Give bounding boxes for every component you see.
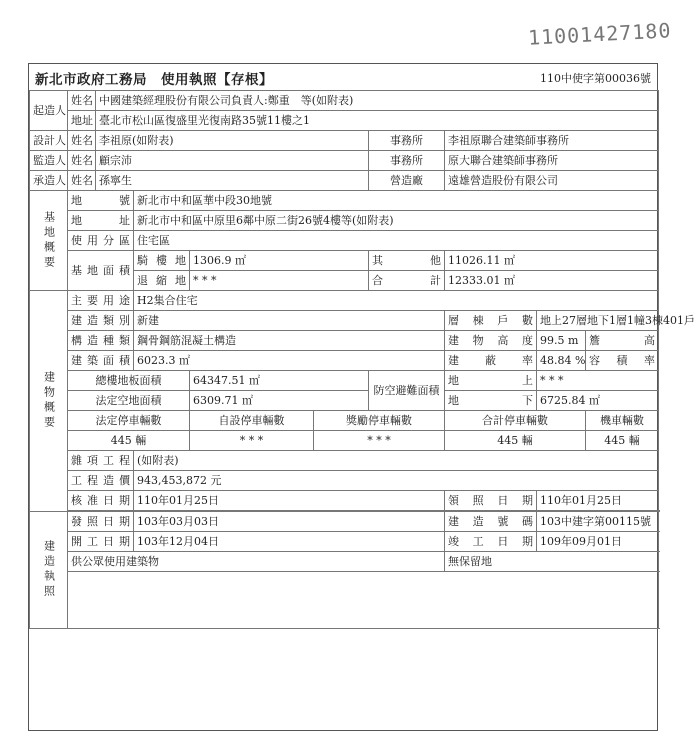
type-label: 建造類別 (68, 311, 134, 331)
supervisor-office: 原大聯合建築師事務所 (445, 151, 659, 171)
supervisor-name-label: 姓名 (68, 151, 96, 171)
contractor-name: 孫寧生 (96, 171, 369, 191)
setback-label: 退縮地 (134, 271, 190, 291)
applicant-name-label: 姓名 (68, 91, 96, 111)
use-label: 主要用途 (68, 291, 134, 311)
floors-value: 地上27層地下1層1幢3棟401戶 (537, 311, 659, 331)
end-label: 竣工日期 (445, 532, 537, 552)
shelter-label: 防空避難面積 (369, 371, 445, 411)
permit-no-value: 103中建字第00115號 (537, 512, 659, 532)
issue-label: 領照日期 (445, 491, 537, 511)
misc-label: 雜項工程 (68, 451, 134, 471)
above-value: * * * (537, 371, 659, 391)
arcade-value: 1306.9 ㎡ (190, 251, 369, 271)
applicant-addr-label: 地址 (68, 111, 96, 131)
cover-label: 建蔽率 (445, 351, 537, 371)
floor-area-label: 總樓地板面積 (68, 371, 190, 391)
below-label: 地下 (445, 391, 537, 411)
designer-name: 李祖原(如附表) (96, 131, 369, 151)
contractor-office: 遠雄營造股份有限公司 (445, 171, 659, 191)
setback-value: * * * (190, 271, 369, 291)
below-value: 6725.84 ㎡ (537, 391, 659, 411)
open-space-label: 法定空地面積 (68, 391, 190, 411)
height-label: 建物高度 (445, 331, 537, 351)
send-value: 103年03月03日 (134, 512, 445, 532)
site-area-label: 基地面積 (68, 251, 134, 291)
struct-value: 鋼骨鋼筋混凝土構造 (134, 331, 445, 351)
license-number: 110中使字第00036號 (540, 72, 651, 85)
public-building-label: 供公眾使用建築物 (68, 552, 445, 572)
parking-head-moto: 機車輛數 (586, 411, 659, 431)
contractor-label: 承造人 (30, 171, 68, 191)
barea-label: 建築面積 (68, 351, 134, 371)
parking-val-moto: 445 輛 (586, 431, 659, 451)
permit-no-label: 建造號碼 (445, 512, 537, 532)
permit-section-label: 建造執照 (30, 512, 68, 629)
parking-head-bonus: 獎勵停車輛數 (314, 411, 445, 431)
struct-label: 構造種類 (68, 331, 134, 351)
site-lot: 新北市中和區華中段30地號 (134, 191, 659, 211)
designer-office: 李祖原聯合建築師事務所 (445, 131, 659, 151)
handwritten-number: 11001427180 (527, 18, 672, 50)
open-space-value: 6309.71 ㎡ (190, 391, 369, 411)
license-table (29, 90, 695, 629)
contractor-office-label: 營造廠 (369, 171, 445, 191)
site-addr: 新北市中和區中原里6鄰中原二街26號4樓等(如附表) (134, 211, 659, 231)
other-label: 其他 (369, 251, 445, 271)
designer-office-label: 事務所 (369, 131, 445, 151)
blank-area (68, 572, 659, 629)
applicant-addr: 臺北市松山區復盛里光復南路35號11樓之1 (96, 111, 659, 131)
supervisor-name: 顧宗沛 (96, 151, 369, 171)
issue-value: 110年01月25日 (537, 491, 659, 511)
floors-label: 層棟戶數 (445, 311, 537, 331)
building-section-label: 建物概要 (30, 291, 68, 512)
parking-val-bonus: * * * (314, 431, 445, 451)
total-value: 12333.01 ㎡ (445, 271, 659, 291)
site-zone: 住宅區 (134, 231, 659, 251)
total-label: 合計 (369, 271, 445, 291)
cover-value: 48.84 % (537, 351, 586, 371)
height-value: 99.5 m (537, 331, 586, 351)
parking-head-legal: 法定停車輛數 (68, 411, 190, 431)
start-label: 開工日期 (68, 532, 134, 552)
applicant-name: 中國建築經理股份有限公司負責人:鄭重 等(如附表) (96, 91, 659, 111)
site-section-label: 基地概要 (30, 191, 68, 291)
parking-val-total: 445 輛 (445, 431, 586, 451)
cost-label: 工程造價 (68, 471, 134, 491)
no-reserve-label: 無保留地 (445, 552, 659, 572)
cost-value: 943,453,872 元 (134, 471, 659, 491)
site-zone-label: 使用分區 (68, 231, 134, 251)
end-value: 109年09月01日 (537, 532, 659, 552)
form-title: 新北市政府工務局 使用執照【存根】 (35, 72, 273, 88)
form-header (29, 64, 657, 91)
approve-label: 核准日期 (68, 491, 134, 511)
contractor-name-label: 姓名 (68, 171, 96, 191)
applicant-label: 起造人 (30, 91, 68, 131)
other-value: 11026.11 ㎡ (445, 251, 659, 271)
designer-name-label: 姓名 (68, 131, 96, 151)
above-label: 地上 (445, 371, 537, 391)
site-lot-label: 地號 (68, 191, 134, 211)
use-value: H2集合住宅 (134, 291, 659, 311)
type-value: 新建 (134, 311, 445, 331)
misc-value: (如附表) (134, 451, 659, 471)
eave-label: 簷高 (586, 331, 659, 351)
parking-head-self: 自設停車輛數 (190, 411, 314, 431)
start-value: 103年12月04日 (134, 532, 445, 552)
approve-value: 110年01月25日 (134, 491, 445, 511)
floor-area-value: 64347.51 ㎡ (190, 371, 369, 391)
license-form (28, 63, 695, 731)
parking-head-total: 合計停車輛數 (445, 411, 586, 431)
designer-label: 設計人 (30, 131, 68, 151)
site-addr-label: 地址 (68, 211, 134, 231)
supervisor-office-label: 事務所 (369, 151, 445, 171)
arcade-label: 騎樓地 (134, 251, 190, 271)
far-label: 容積率 (586, 351, 659, 371)
parking-val-self: * * * (190, 431, 314, 451)
supervisor-label: 監造人 (30, 151, 68, 171)
barea-value: 6023.3 ㎡ (134, 351, 445, 371)
send-label: 發照日期 (68, 512, 134, 532)
parking-val-legal: 445 輛 (68, 431, 190, 451)
